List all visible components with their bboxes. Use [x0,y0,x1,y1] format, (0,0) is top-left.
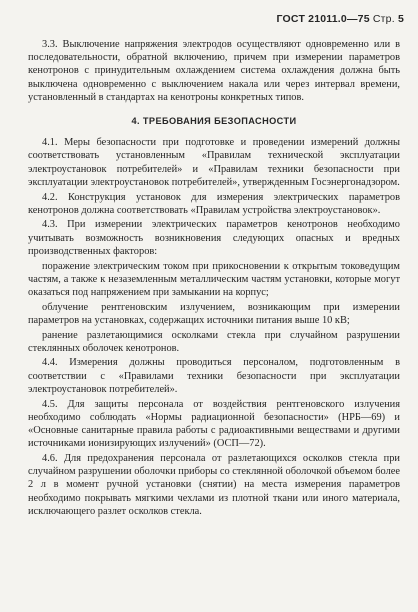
hazard-glass: ранение разлетающимися осколками стекла при случайном разрушении стеклянных оболочек кенотронов. [28,329,400,354]
paragraph-4-5: 4.5. Для защиты персонала от воздействия рентгеновского излучения необходимо соблюдать «Нормы радиационной безопасности» (НРБ—69) и «Основные санитарные правила работы с радиоактивными веществами и другими источниками ионизирующих излучений» (ОСП—72). [28,398,400,450]
page-header [277,13,404,25]
standard-number: ГОСТ 21011.0—75 [276,13,370,25]
page-number: 5 [397,13,404,25]
document-body [28,38,400,519]
paragraph-3-3: 3.3. Выключение напряжения электродов осуществляют одновременно или в последовательности, обратной включению, причем при измерении параметров кенотронов с принудительным охлаждением система охлаждения должна быть выключена одновременно с выключением накала или через интервал времени, установленный в стандартах на кенотроны конкретных типов. [28,39,400,103]
paragraph-4-2: 4.2. Конструкция установок для измерения электрических параметров кенотронов должна соответствовать «Правилам устройства электроустановок». [28,191,400,216]
hazard-xray: облучение рентгеновским излучением, возникающим при измерении параметров на установках, содержащих источники питания выше 10 кВ; [28,301,400,326]
page-label: Стр. [372,13,395,25]
paragraph-4-4: 4.4. Измерения должны проводиться персоналом, подготовленным в соответствии с «Правилами техники безопасности при эксплуатации электроустановок потребителей». [28,357,400,395]
paragraph-4-1: 4.1. Меры безопасности при подготовке и проведении измерений должны соответствовать установленным «Правилам технической эксплуатации электроустановок потребителей» и «Правилам техники безопасности при эксплуатации электроустановок потребителей», утвержденным Госэнергонадзором. [28,137,400,188]
hazard-electric-shock: поражение электрическим током при прикосновении к открытым токоведущим частям, а также к незаземленным металлическим частям установки, которые могут оказаться под напряжением при замыкании на корпус; [28,260,400,298]
paragraph-4-3: 4.3. При измерении электрических параметров кенотронов необходимо учитывать возможность возникновения следующих опасных и вредных производственных факторов: [28,219,400,257]
section-title: 4. ТРЕБОВАНИЯ БЕЗОПАСНОСТИ [131,116,297,127]
paragraph-4-6: 4.6. Для предохранения персонала от разлетающихся осколков стекла при случайном разрушении оболочки приборы со стеклянной оболочкой объемом более 2 л в момент ручной установки (снятии) на места измерения параметров необходимо покрывать мягкими чехлами из плотной ткани или иного материала, исключающего разлет осколков стекла. [28,452,400,517]
